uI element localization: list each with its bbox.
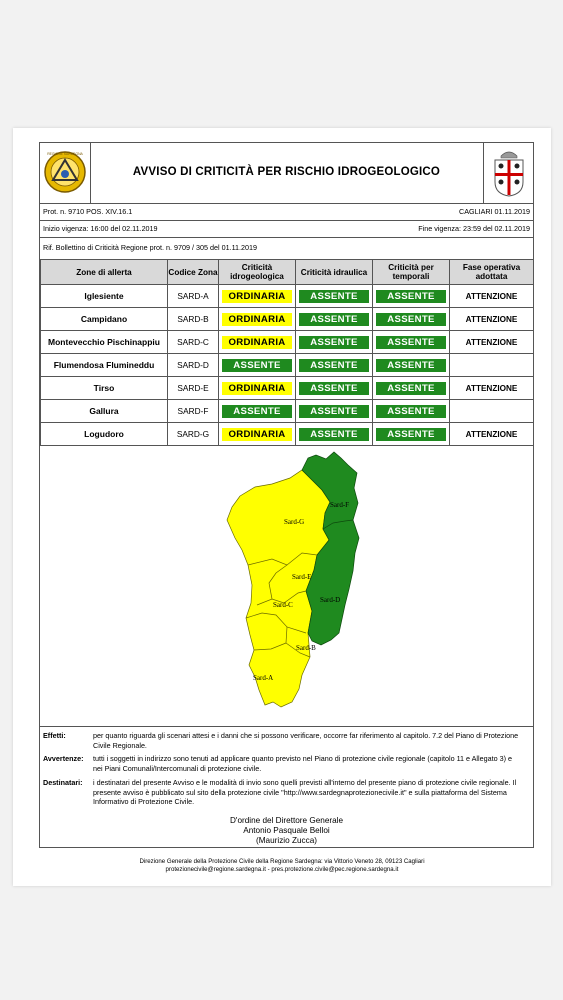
- criticality-badge: ORDINARIA: [222, 336, 292, 349]
- viewer-background: [0, 0, 563, 128]
- criticality-badge: ASSENTE: [376, 290, 446, 303]
- header-zone: Zone di allerta: [41, 260, 168, 285]
- sardinia-alert-map: [40, 443, 533, 727]
- criticality-badge: ASSENTE: [376, 359, 446, 372]
- map-label-sard-a: Sard-A: [253, 674, 274, 682]
- criticality-badge: ASSENTE: [376, 405, 446, 418]
- zone-name: Tirso: [41, 377, 168, 400]
- zone-name: Flumendosa Flumineddu: [41, 354, 168, 377]
- operational-phase: ATTENZIONE: [450, 331, 534, 354]
- storm-criticality: [373, 400, 450, 423]
- criticality-badge: ORDINARIA: [222, 428, 292, 441]
- map-label-sard-f: Sard-F: [330, 501, 350, 509]
- criticality-badge: ORDINARIA: [222, 290, 292, 303]
- sardinia-coat-of-arms-icon: [491, 148, 527, 198]
- map-label-sard-c: Sard-C: [273, 601, 293, 609]
- criticality-badge: ASSENTE: [299, 313, 369, 326]
- hydraulic-criticality: [296, 377, 373, 400]
- table-row: [41, 377, 534, 400]
- operational-phase: ATTENZIONE: [450, 423, 534, 446]
- note-destinatari-label: Destinatari:: [43, 778, 83, 787]
- operational-phase: ATTENZIONE: [450, 308, 534, 331]
- zone-code: SARD-D: [168, 354, 219, 377]
- hydrogeological-criticality: [219, 377, 296, 400]
- left-logo-cell: [40, 143, 91, 203]
- storm-criticality: [373, 308, 450, 331]
- storm-criticality: [373, 377, 450, 400]
- protocol-row: [40, 203, 533, 221]
- header-phase: Fase operativa adottata: [450, 260, 534, 285]
- criticality-badge: ASSENTE: [299, 290, 369, 303]
- hydraulic-criticality: [296, 308, 373, 331]
- footer-emails: protezionecivile@regione.sardegna.it - pres.protezione.civile@pec.regione.sardegna.it: [165, 866, 399, 873]
- hydraulic-criticality: [296, 285, 373, 308]
- right-logo-cell: [483, 143, 534, 203]
- document-title: AVVISO DI CRITICITÀ PER RISCHIO IDROGEOLOGICO: [132, 166, 441, 178]
- hydrogeological-criticality: [219, 285, 296, 308]
- note-effetti-label: Effetti:: [43, 731, 66, 740]
- storm-criticality: [373, 354, 450, 377]
- table-row: [41, 354, 534, 377]
- header-storms: Criticità per temporali: [373, 260, 450, 285]
- hydrogeological-criticality: [219, 354, 296, 377]
- operational-phase: ATTENZIONE: [450, 285, 534, 308]
- hydrogeological-criticality: [219, 308, 296, 331]
- document-frame: [39, 142, 534, 848]
- note-avvertenze-text: tutti i soggetti in indirizzo sono tenuti ad applicare quanto previsto nel Piano di protezione civile regionale (capitolo 11 e Allegato 3) e nei Piani Comunali/Intercomunali di protezione civile.: [93, 754, 512, 773]
- criticality-badge: ORDINARIA: [222, 382, 292, 395]
- header-hydrogeological: Criticità idrogeologica: [219, 260, 296, 285]
- criticality-badge: ASSENTE: [299, 359, 369, 372]
- operational-phase: [450, 354, 534, 377]
- map-label-sard-e: Sard-E: [292, 573, 312, 581]
- hydrogeological-criticality: [219, 331, 296, 354]
- zone-code: SARD-B: [168, 308, 219, 331]
- validity-row: [40, 220, 533, 238]
- header-hydraulic: Criticità idraulica: [296, 260, 373, 285]
- signature-line-2: Antonio Pasquale Belloi: [243, 826, 330, 835]
- criticality-badge: ASSENTE: [299, 382, 369, 395]
- hydraulic-criticality: [296, 354, 373, 377]
- note-effetti-text: per quanto riguarda gli scenari attesi e i danni che si possono verificare, occorre far riferimento al capitolo. 7.2 del Piano di Protezione Civile Regionale.: [93, 731, 519, 750]
- logo-lettering: REGIONE SARDEGNA: [47, 152, 83, 156]
- document-page: [13, 128, 551, 886]
- zone-code: SARD-E: [168, 377, 219, 400]
- hydraulic-criticality: [296, 331, 373, 354]
- zone-code: SARD-A: [168, 285, 219, 308]
- header-row: [40, 143, 533, 204]
- criticality-badge: ASSENTE: [376, 382, 446, 395]
- alert-zones-table: [40, 259, 534, 446]
- map-svg: [40, 443, 533, 726]
- footer-address: Direzione Generale della Protezione Civile della Regione Sardegna: via Vittorio Veneto 28, 09123 Cagliari: [139, 858, 425, 865]
- start-validity: Inizio vigenza: 16:00 del 02.11.2019: [43, 224, 158, 233]
- table-row: [41, 308, 534, 331]
- regione-sardegna-logo-icon: [43, 149, 87, 195]
- criticality-badge: ASSENTE: [222, 405, 292, 418]
- zone-name: Gallura: [41, 400, 168, 423]
- header-code: Codice Zona: [168, 260, 219, 285]
- criticality-badge: ASSENTE: [299, 405, 369, 418]
- place-date: CAGLIARI 01.11.2019: [459, 207, 530, 216]
- zone-name: Montevecchio Pischinappiu: [41, 331, 168, 354]
- criticality-badge: ASSENTE: [222, 359, 292, 372]
- map-label-sard-g: Sard-G: [284, 518, 305, 526]
- bulletin-reference: Rif. Bollettino di Criticità Regione prot. n. 9709 / 305 del 01.11.2019: [43, 243, 258, 252]
- zone-name: Iglesiente: [41, 285, 168, 308]
- criticality-badge: ASSENTE: [299, 336, 369, 349]
- criticality-badge: ASSENTE: [376, 428, 446, 441]
- table-header-row: [41, 260, 534, 285]
- table-row: [41, 400, 534, 423]
- operational-phase: [450, 400, 534, 423]
- zone-code: SARD-G: [168, 423, 219, 446]
- zone-code: SARD-F: [168, 400, 219, 423]
- note-avvertenze-label: Avvertenze:: [43, 754, 84, 763]
- operational-phase: ATTENZIONE: [450, 377, 534, 400]
- hydraulic-criticality: [296, 400, 373, 423]
- criticality-badge: ASSENTE: [376, 313, 446, 326]
- zone-code: SARD-C: [168, 331, 219, 354]
- note-destinatari-text: i destinatari del presente Avviso e le modalità di invio sono quelli previsti all'interno del presente piano di protezione civile regionale. Il presente avviso è pubblicato sul sito della protezione civile "http://www.sardegnaprotezionecivile.it" e sulla piattaforma del Sistema Informativo di Protezione Civile.: [93, 778, 517, 806]
- signature-line-3: (Maurizio Zucca): [256, 836, 317, 845]
- zone-name: Campidano: [41, 308, 168, 331]
- criticality-badge: ASSENTE: [376, 336, 446, 349]
- storm-criticality: [373, 331, 450, 354]
- table-row: [41, 285, 534, 308]
- criticality-badge: ASSENTE: [299, 428, 369, 441]
- signature-line-1: D'ordine del Direttore Generale: [229, 816, 344, 825]
- end-validity: Fine vigenza: 23:59 del 02.11.2019: [418, 224, 530, 233]
- storm-criticality: [373, 285, 450, 308]
- table-row: [41, 331, 534, 354]
- hydrogeological-criticality: [219, 400, 296, 423]
- criticality-badge: ORDINARIA: [222, 313, 292, 326]
- protocol-number: Prot. n. 9710 POS. XIV.16.1: [43, 207, 133, 216]
- zone-name: Logudoro: [41, 423, 168, 446]
- map-label-sard-d: Sard-D: [320, 596, 341, 604]
- map-label-sard-b: Sard-B: [296, 644, 316, 652]
- bulletin-row: [40, 237, 533, 258]
